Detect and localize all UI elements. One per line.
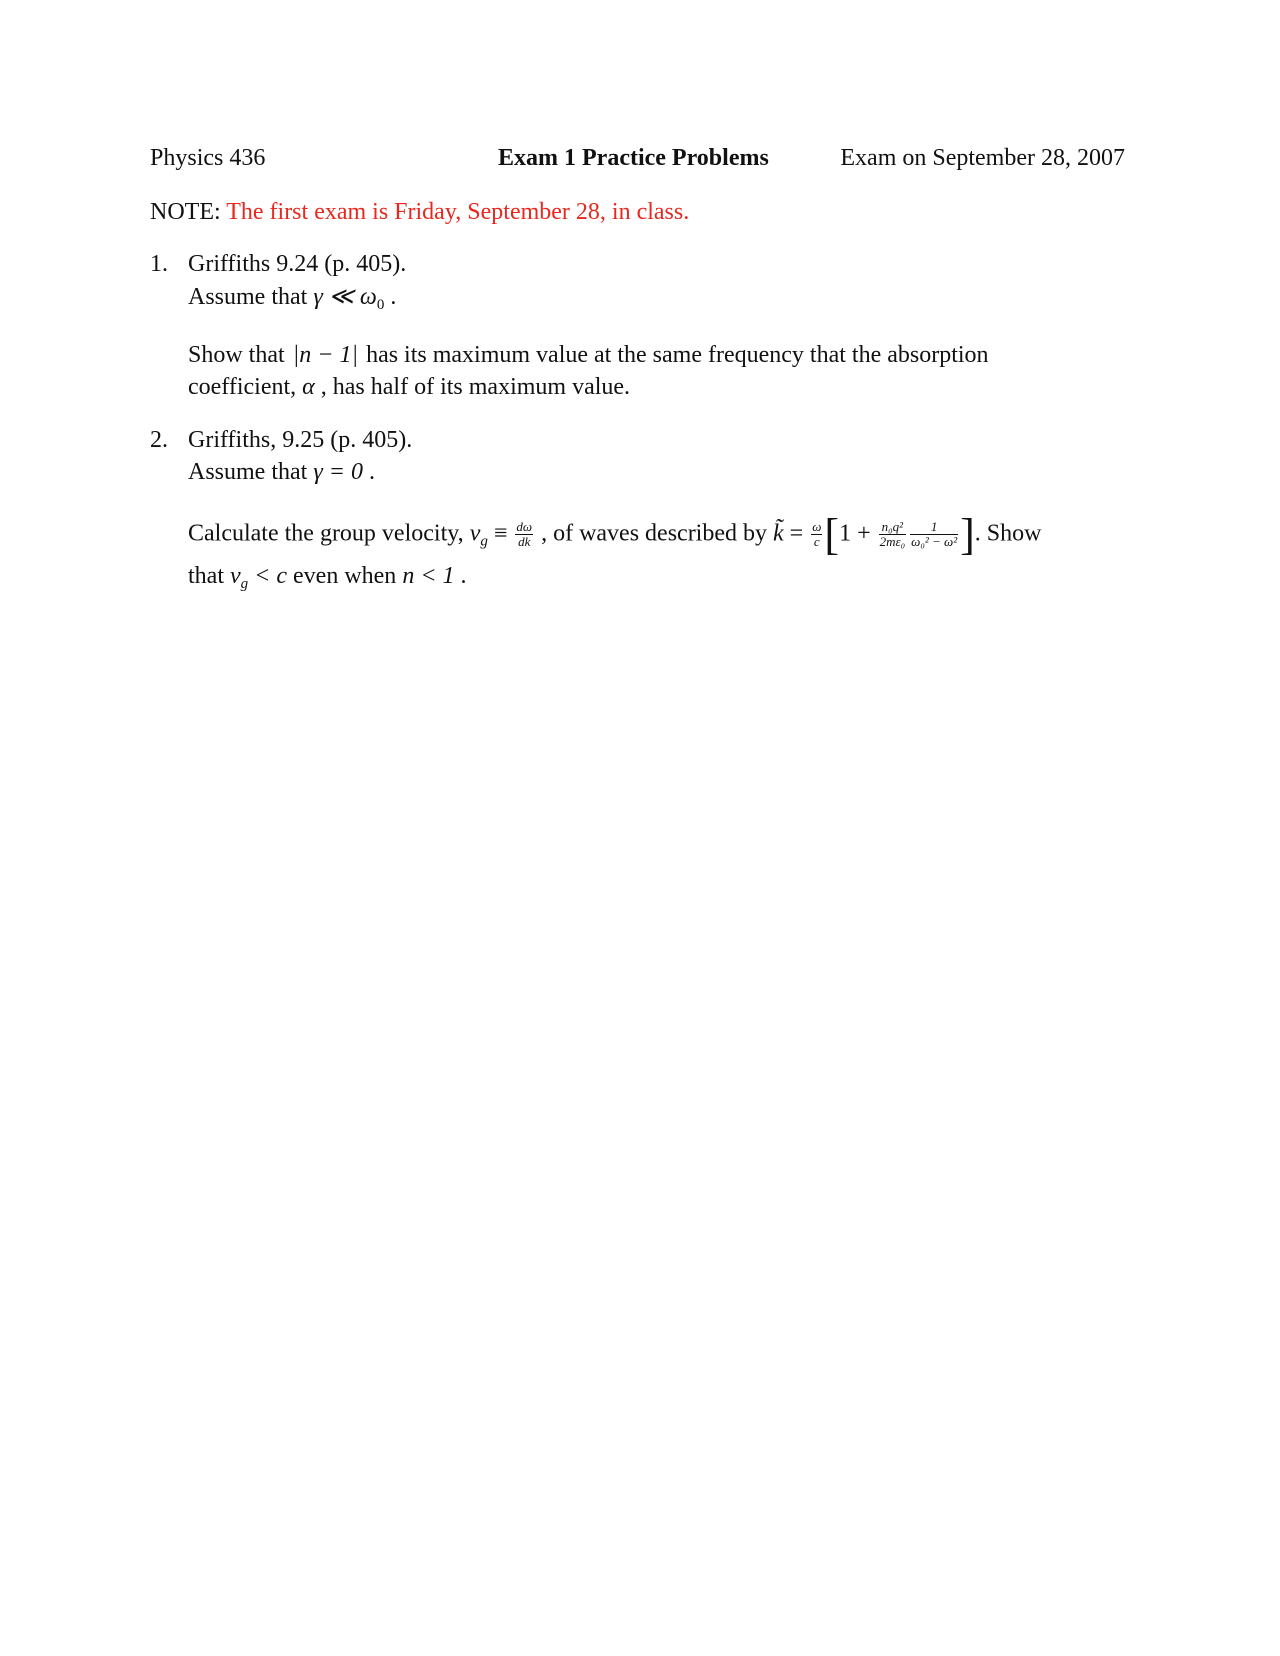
fraction-n0q2: $\frac{\text{n₀q²}}{\text{2mε₀}}$ bbox=[879, 518, 906, 549]
problem-2 bbox=[150, 424, 1125, 595]
note-label: NOTE: bbox=[150, 199, 227, 225]
problem-number: 2. bbox=[150, 426, 168, 453]
math-inline: α bbox=[302, 374, 315, 401]
math-inline: n < 1 bbox=[402, 563, 455, 590]
math-inline: |n − 1| bbox=[292, 342, 359, 369]
problem-assumption: Assume that γ = 0 . bbox=[188, 459, 375, 486]
bracket-open: [ bbox=[824, 509, 840, 559]
note-text: The first exam is Friday, September 28, in class. bbox=[226, 199, 690, 225]
problem-body bbox=[188, 424, 1125, 595]
math-inline: γ ≪ ω bbox=[313, 283, 377, 310]
bracket-close: ] bbox=[960, 509, 975, 559]
problem-statement-line-2: coefficient, α , has half of its maximum value. bbox=[188, 374, 631, 401]
document-page bbox=[150, 142, 1125, 594]
document-title: Exam 1 Practice Problems bbox=[498, 145, 769, 171]
problem-assumption: Assume that γ ≪ $\omega_0$ . bbox=[188, 283, 397, 313]
fraction-dw-dk: $\frac{d\omega}{dk}$ bbox=[516, 518, 533, 549]
fraction-omega: $\frac{1}{\text{ω₀² − ω²}}$ bbox=[911, 518, 958, 549]
problem-statement-line-1: Calculate the group velocity, $v_g$ ≡ $\frac{d\omega}{dk}$ , of waves described by k̃ = $\frac{\omega}{c}$ [1 + $\frac{\text{n₀q²}}{\text{2mε₀}}$ $\frac{1}{\text{ω₀² − ω²}}$ ]. Show bbox=[188, 509, 1042, 559]
header bbox=[150, 142, 1125, 176]
note bbox=[150, 196, 1125, 228]
problem-statement-line-1: Show that |n − 1| has its maximum value at the same frequency that the absorption bbox=[188, 339, 1125, 371]
math-inline: γ = 0 bbox=[313, 459, 363, 486]
problem-1 bbox=[150, 248, 1125, 403]
problem-reference: Griffiths, 9.25 (p. 405). bbox=[188, 426, 413, 453]
problem-number: 1. bbox=[150, 251, 168, 278]
course-name: Physics 436 bbox=[150, 145, 266, 171]
problem-statement-line-2: that $v_g < c$ even when n < 1 . bbox=[188, 563, 467, 593]
problem-body bbox=[188, 248, 1125, 403]
fraction-w-c: $\frac{\omega}{c}$ bbox=[812, 518, 822, 549]
problem-reference: Griffiths 9.24 (p. 405). bbox=[188, 251, 407, 278]
exam-date: Exam on September 28, 2007 bbox=[840, 145, 1125, 171]
